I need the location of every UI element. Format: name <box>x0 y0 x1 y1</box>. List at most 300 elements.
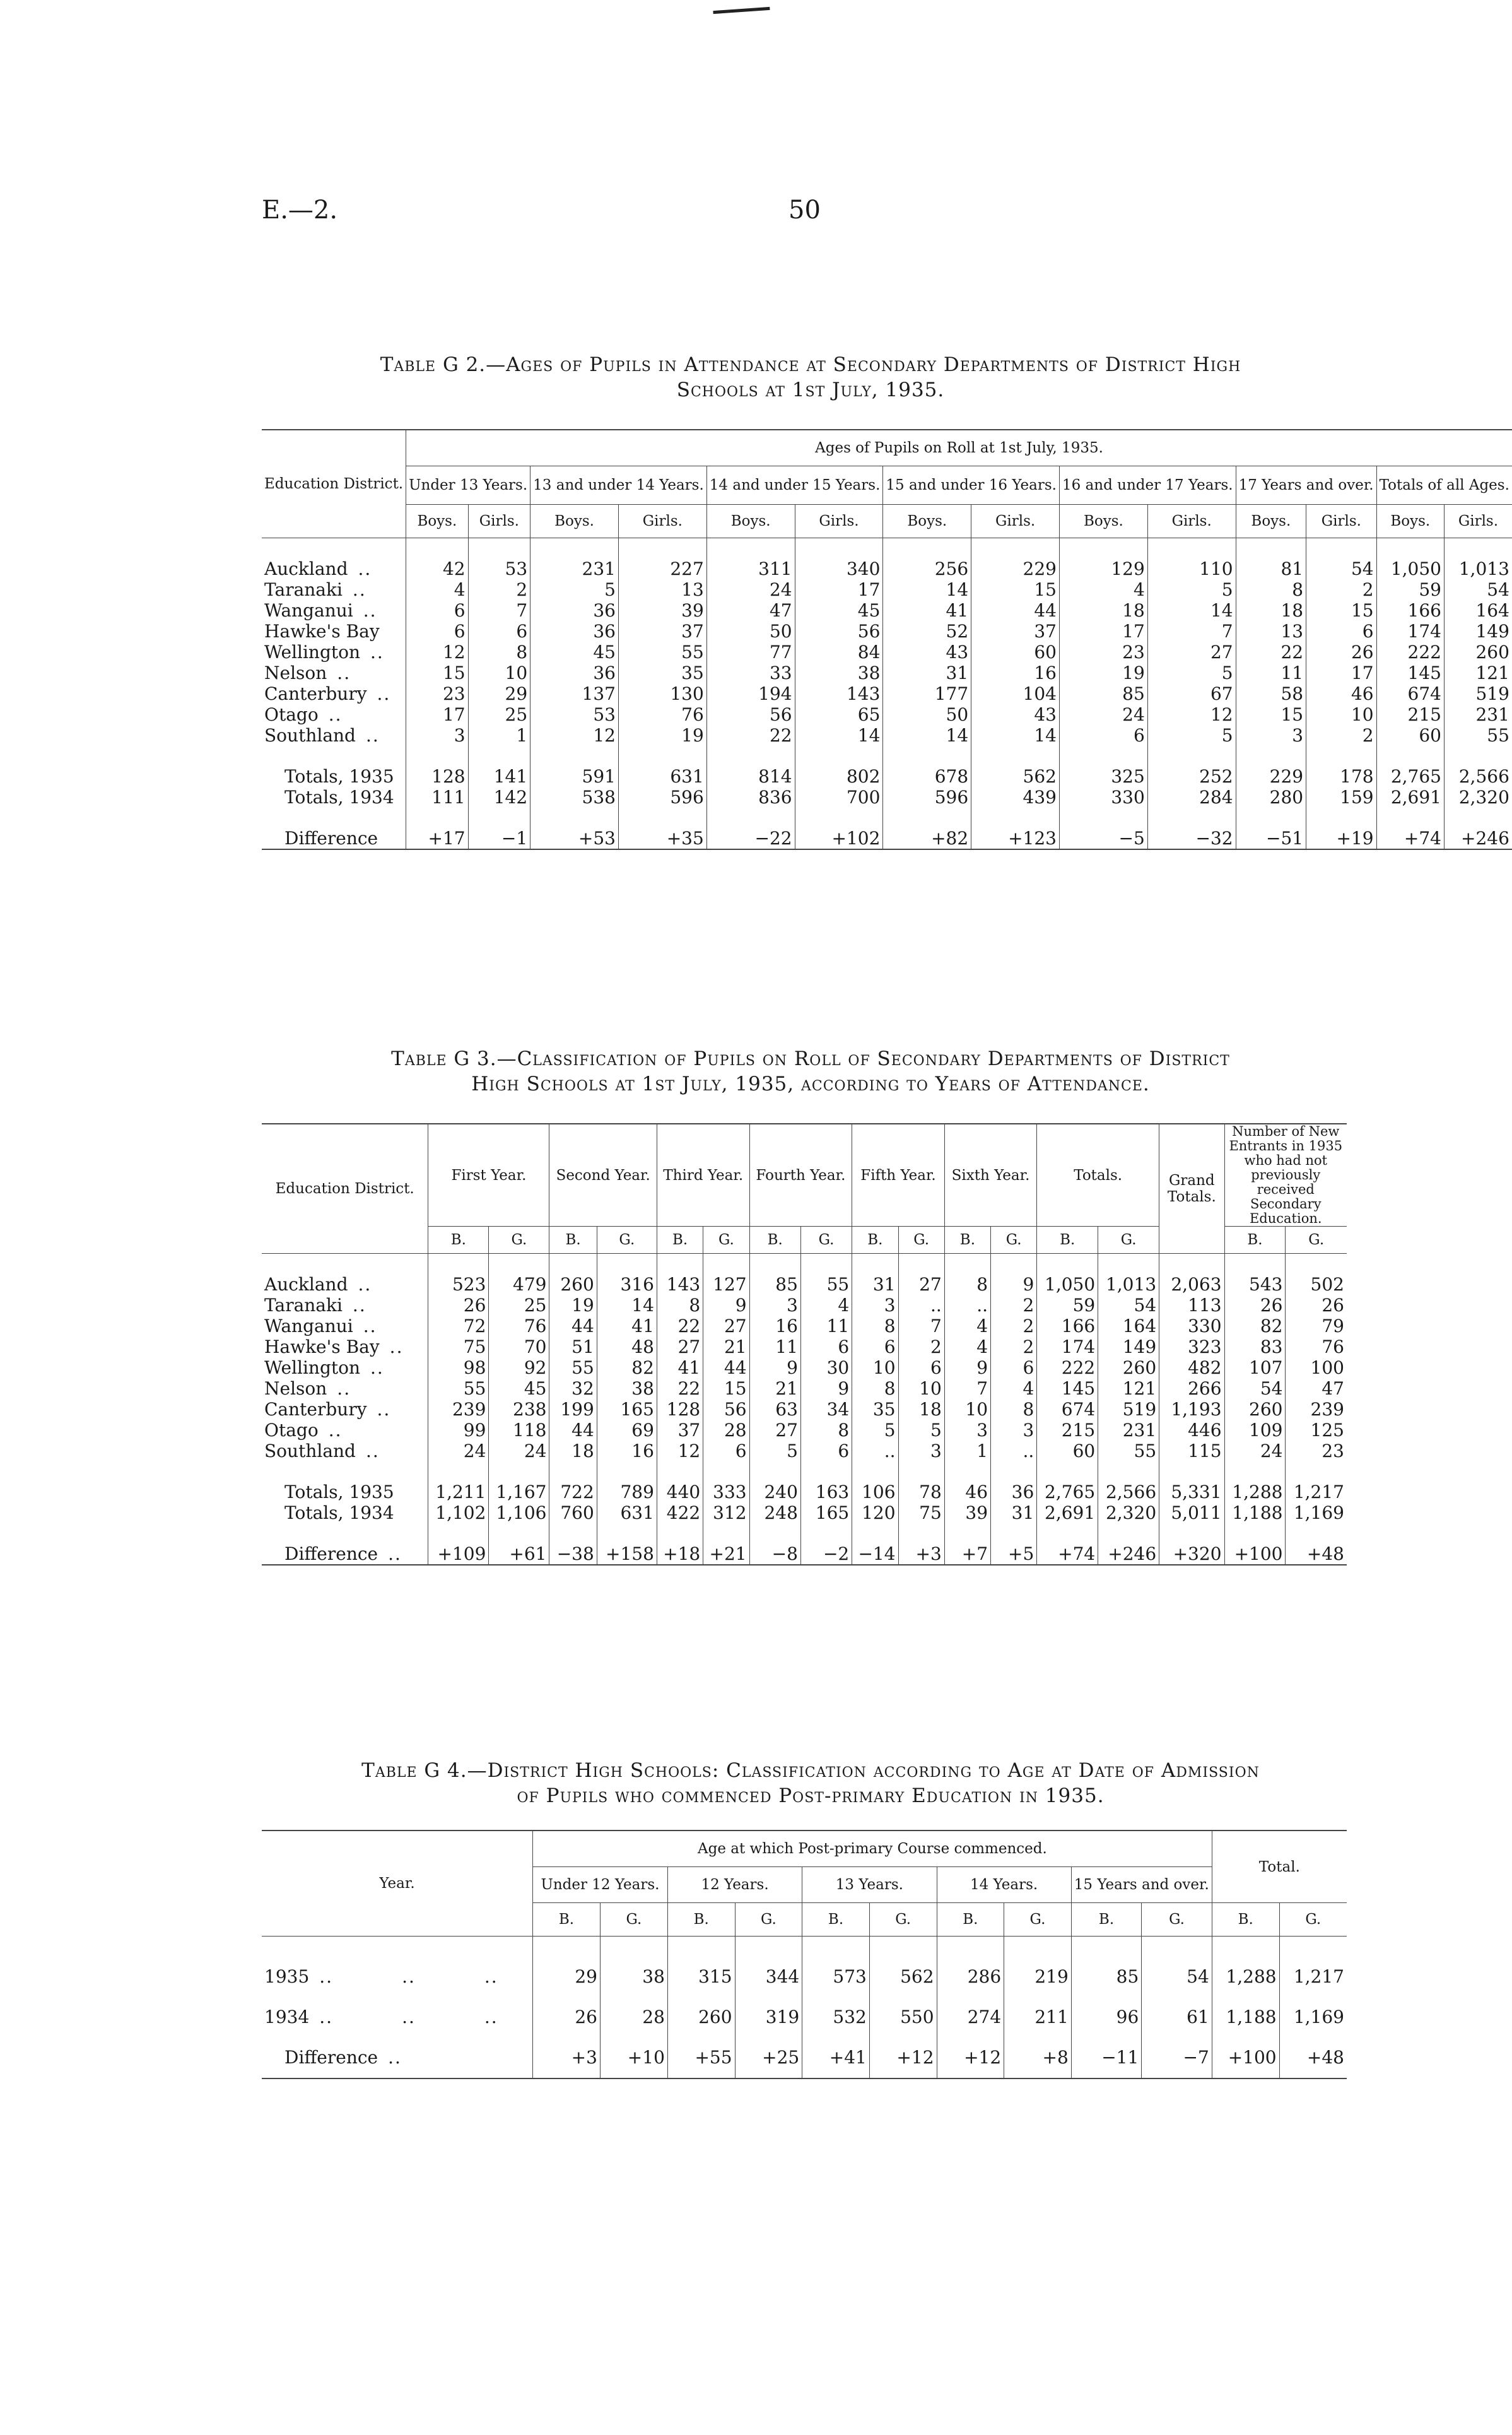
g3-cell: 36 <box>991 1482 1037 1502</box>
g4-cell: 38 <box>600 1957 667 1997</box>
g4-cell: −7 <box>1142 2037 1212 2078</box>
g3-cell: 63 <box>749 1399 800 1420</box>
page-number: 50 <box>788 196 821 225</box>
g3-cell: 479 <box>489 1274 549 1295</box>
g4-group-header: Under 12 Years. <box>533 1867 668 1903</box>
g2-cell: 50 <box>706 621 795 642</box>
g3-cell: 248 <box>749 1502 800 1523</box>
g2-row-label <box>262 579 406 600</box>
g3-cell: −38 <box>549 1543 597 1565</box>
g3-cell: 38 <box>597 1378 657 1399</box>
g3-cell: 502 <box>1286 1274 1347 1295</box>
g3-cell: 127 <box>703 1274 749 1295</box>
g2-cell: 33 <box>706 663 795 683</box>
g3-row <box>262 1336 1347 1357</box>
g3-cell: 1,102 <box>428 1502 489 1523</box>
g4-cell: 562 <box>869 1957 937 1997</box>
g3-cell: 722 <box>549 1482 597 1502</box>
spacer-row <box>262 746 1512 766</box>
g3-district-name: Difference <box>284 1543 378 1564</box>
g4-group-header: 13 Years. <box>802 1867 937 1903</box>
g2-cell: 2,566 <box>1445 766 1512 787</box>
g4-cell: +100 <box>1212 2037 1279 2078</box>
g2-cell: 174 <box>1376 621 1444 642</box>
g2-cell: 11 <box>1236 663 1306 683</box>
g3-cell: 45 <box>489 1378 549 1399</box>
g3-title <box>262 1046 1359 1097</box>
g2-cell: 3 <box>1236 725 1306 746</box>
g2-cell: 17 <box>1306 663 1377 683</box>
g3-cell: 1,193 <box>1159 1399 1224 1420</box>
g3-cell: 98 <box>428 1357 489 1378</box>
g3-cell: 125 <box>1286 1420 1347 1441</box>
g3-leader-dots: .. <box>370 1357 384 1378</box>
g3-cell: 24 <box>428 1441 489 1461</box>
g2-row-label <box>262 663 406 683</box>
g3-cell: 23 <box>1286 1441 1347 1461</box>
g2-cell: 14 <box>971 725 1060 746</box>
g3-cell: 2 <box>991 1295 1037 1316</box>
g4-subheader: G. <box>1004 1903 1072 1937</box>
g3-leader-dots: .. <box>337 1378 351 1399</box>
g4-cell: +41 <box>802 2037 870 2078</box>
g4-cell: 29 <box>533 1957 601 1997</box>
g3-cell: 3 <box>749 1295 800 1316</box>
g3-subheader: B. <box>944 1227 990 1254</box>
spacer-row <box>262 1254 1347 1275</box>
g3-cell: +320 <box>1159 1543 1224 1565</box>
g3-cell: 2,691 <box>1037 1502 1098 1523</box>
g3-cell: 760 <box>549 1502 597 1523</box>
g2-subheader: Girls. <box>795 505 883 538</box>
g4-district-name: 1934 <box>264 2007 310 2027</box>
g2-cell: 8 <box>1236 579 1306 600</box>
g2-cell: +19 <box>1306 828 1377 849</box>
g3-cell: 34 <box>800 1399 852 1420</box>
g2-cell: 25 <box>468 704 530 725</box>
g3-new-entrants-header: Number of New Entrants in 1935 who had not previously received Secondary Education. <box>1224 1124 1347 1227</box>
g2-row <box>262 725 1512 746</box>
g2-cell: 5 <box>1147 663 1236 683</box>
g3-cell: +5 <box>991 1543 1037 1565</box>
g3-leader-dots: .. <box>358 1274 372 1295</box>
g4-cell: 211 <box>1004 1997 1072 2037</box>
g3-subheader: B. <box>1037 1227 1098 1254</box>
g2-row-label <box>262 828 406 849</box>
g2-cell: 7 <box>1147 621 1236 642</box>
g3-cell: 174 <box>1037 1336 1098 1357</box>
g3-cell: 4 <box>800 1295 852 1316</box>
g2-cell: 17 <box>1060 621 1148 642</box>
g2-group-header: 15 and under 16 Years. <box>883 466 1060 505</box>
spacer-row <box>262 1461 1347 1482</box>
g2-cell: 27 <box>1147 642 1236 663</box>
g3-group-header: First Year. <box>428 1124 549 1227</box>
g3-cell: 51 <box>549 1336 597 1357</box>
g2-row <box>262 683 1512 704</box>
g2-district-name: Totals, 1935 <box>284 766 394 787</box>
g2-cell: 22 <box>706 725 795 746</box>
g4-row-label <box>262 1957 533 1997</box>
g2-cell: +123 <box>971 828 1060 849</box>
g2-cell: 46 <box>1306 683 1377 704</box>
g3-cell: 69 <box>597 1420 657 1441</box>
g3-cell: 2,566 <box>1098 1482 1159 1502</box>
g2-cell: 439 <box>971 787 1060 808</box>
g3-cell: 1,050 <box>1037 1274 1098 1295</box>
g2-cell: 14 <box>883 725 971 746</box>
g2-cell: 45 <box>795 600 883 621</box>
g3-cell: 109 <box>1224 1420 1286 1441</box>
g2-cell: 159 <box>1306 787 1377 808</box>
g3-cell: 21 <box>703 1336 749 1357</box>
g3-district-name: Southland <box>264 1441 356 1461</box>
g2-cell: 13 <box>618 579 706 600</box>
g3-subheader: B. <box>1224 1227 1286 1254</box>
g4-cell: 319 <box>735 1997 802 2037</box>
spacer-row <box>262 1937 1347 1957</box>
g3-cell: 1 <box>944 1441 990 1461</box>
g3-cell: 59 <box>1037 1295 1098 1316</box>
g2-cell: 14 <box>795 725 883 746</box>
g3-cell: 26 <box>1286 1295 1347 1316</box>
g2-cell: 81 <box>1236 558 1306 579</box>
g3-cell: 333 <box>703 1482 749 1502</box>
g3-cell: 165 <box>597 1399 657 1420</box>
g2-cell: 700 <box>795 787 883 808</box>
g2-cell: 36 <box>530 621 619 642</box>
g3-subheader: B. <box>428 1227 489 1254</box>
g3-row <box>262 1295 1347 1316</box>
g3-district-name: Otago <box>264 1420 319 1441</box>
g2-subheader: Girls. <box>1445 505 1512 538</box>
g2-cell: 35 <box>618 663 706 683</box>
g3-cell: 44 <box>549 1316 597 1336</box>
g4-cell: +48 <box>1279 2037 1347 2078</box>
g2-cell: 8 <box>468 642 530 663</box>
g2-cell: 65 <box>795 704 883 725</box>
g2-cell: 23 <box>406 683 468 704</box>
g3-subheader: G. <box>800 1227 852 1254</box>
g3-subheader: G. <box>898 1227 944 1254</box>
g3-grand-header: Grand Totals. <box>1159 1124 1224 1254</box>
g2-cell: 5 <box>1147 579 1236 600</box>
g3-cell: .. <box>991 1441 1037 1461</box>
g3-cell: 2,063 <box>1159 1274 1224 1295</box>
g2-cell: 59 <box>1376 579 1444 600</box>
g2-cell: 143 <box>795 683 883 704</box>
g2-cell: 252 <box>1147 766 1236 787</box>
g3-cell: 1,188 <box>1224 1502 1286 1523</box>
g3-row <box>262 1357 1347 1378</box>
g3-cell: 222 <box>1037 1357 1098 1378</box>
g2-district-name: Auckland <box>264 558 348 579</box>
g2-district-name: Nelson <box>264 663 327 683</box>
g3-cell: 55 <box>800 1274 852 1295</box>
g4-group-header: 14 Years. <box>937 1867 1071 1903</box>
g2-group-header: 13 and under 14 Years. <box>530 466 707 505</box>
g2-cell: 44 <box>971 600 1060 621</box>
scan-mark <box>712 0 770 14</box>
g2-cell: 256 <box>883 558 971 579</box>
g4-cell: 550 <box>869 1997 937 2037</box>
g2-cell: 538 <box>530 787 619 808</box>
g3-leader-dots: .. <box>389 1336 404 1357</box>
g2-subheader: Girls. <box>468 505 530 538</box>
g3-cell: 85 <box>749 1274 800 1295</box>
g2-cell: 596 <box>618 787 706 808</box>
g4-row-label <box>262 2037 533 2078</box>
g2-cell: 39 <box>618 600 706 621</box>
g4-cell: 61 <box>1142 1997 1212 2037</box>
g4-cell: 1,288 <box>1212 1957 1279 1997</box>
g4-subheader: B. <box>533 1903 601 1937</box>
g3-cell: .. <box>944 1295 990 1316</box>
g3-cell: 70 <box>489 1336 549 1357</box>
g3-cell: 55 <box>428 1378 489 1399</box>
g4-group-header: 12 Years. <box>667 1867 802 1903</box>
g3-cell: 92 <box>489 1357 549 1378</box>
g2-cell: 10 <box>1306 704 1377 725</box>
g3-cell: 323 <box>1159 1336 1224 1357</box>
g3-subheader: B. <box>852 1227 898 1254</box>
g2-row <box>262 600 1512 621</box>
g2-cell: −32 <box>1147 828 1236 849</box>
g2-leader-dots: .. <box>377 683 391 704</box>
g3-cell: 440 <box>657 1482 703 1502</box>
g3-cell: 8 <box>852 1316 898 1336</box>
g3-row-label <box>262 1399 428 1420</box>
g2-district-name: Wanganui <box>264 600 353 621</box>
g3-cell: 789 <box>597 1482 657 1502</box>
spacer-row <box>262 538 1512 559</box>
g2-row <box>262 642 1512 663</box>
g3-cell: −2 <box>800 1543 852 1565</box>
g3-cell: .. <box>852 1441 898 1461</box>
g2-cell: 24 <box>1060 704 1148 725</box>
g3-cell: 75 <box>428 1336 489 1357</box>
g4-cell: +55 <box>667 2037 735 2078</box>
g2-cell: 280 <box>1236 787 1306 808</box>
g3-cell: +100 <box>1224 1543 1286 1565</box>
g3-cell: 25 <box>489 1295 549 1316</box>
g2-cell: 231 <box>530 558 619 579</box>
g4-subheader: G. <box>735 1903 802 1937</box>
g3-cell: 41 <box>657 1357 703 1378</box>
g2-cell: 18 <box>1236 600 1306 621</box>
g4-cell: +25 <box>735 2037 802 2078</box>
g3-cell: 44 <box>549 1420 597 1441</box>
g2-cell: 56 <box>706 704 795 725</box>
g3-cell: 149 <box>1098 1336 1159 1357</box>
g2-cell: −1 <box>468 828 530 849</box>
g3-cell: 312 <box>703 1502 749 1523</box>
g3-group-header: Second Year. <box>549 1124 657 1227</box>
g2-subheader: Girls. <box>1147 505 1236 538</box>
g2-cell: 37 <box>618 621 706 642</box>
g3-cell: 100 <box>1286 1357 1347 1378</box>
g2-row <box>262 828 1512 849</box>
g4-cell: 1,169 <box>1279 1997 1347 2037</box>
g2-subheader: Girls. <box>618 505 706 538</box>
g4-row <box>262 2037 1347 2078</box>
g3-cell: 8 <box>991 1399 1037 1420</box>
g3-cell: 99 <box>428 1420 489 1441</box>
g3-district-name: Totals, 1935 <box>284 1482 394 1502</box>
g2-cell: 3 <box>406 725 468 746</box>
g3-cell: 3 <box>991 1420 1037 1441</box>
g2-cell: 142 <box>468 787 530 808</box>
g3-cell: 24 <box>1224 1441 1286 1461</box>
g3-leader-dots: .. <box>352 1295 366 1316</box>
g2-cell: 260 <box>1445 642 1512 663</box>
g3-group-header: Fourth Year. <box>749 1124 852 1227</box>
g2-cell: 674 <box>1376 683 1444 704</box>
g2-cell: 37 <box>971 621 1060 642</box>
g2-cell: 104 <box>971 683 1060 704</box>
g2-cell: 19 <box>1060 663 1148 683</box>
g2-cell: 111 <box>406 787 468 808</box>
g2-cell: 13 <box>1236 621 1306 642</box>
g3-cell: 72 <box>428 1316 489 1336</box>
g2-cell: 311 <box>706 558 795 579</box>
g2-cell: 1,013 <box>1445 558 1512 579</box>
g2-cell: 19 <box>618 725 706 746</box>
spacer-row <box>262 808 1512 828</box>
g3-cell: 4 <box>944 1316 990 1336</box>
g3-cell: 1,106 <box>489 1502 549 1523</box>
g3-cell: 6 <box>703 1441 749 1461</box>
g2-cell: 519 <box>1445 683 1512 704</box>
g3-group-header: Totals. <box>1037 1124 1159 1227</box>
g3-cell: +74 <box>1037 1543 1098 1565</box>
g2-cell: 15 <box>1236 704 1306 725</box>
g2-group-header: Under 13 Years. <box>406 466 530 505</box>
g3-cell: +158 <box>597 1543 657 1565</box>
g3-cell: +61 <box>489 1543 549 1565</box>
g3-cell: 22 <box>657 1378 703 1399</box>
g2-row <box>262 663 1512 683</box>
g2-cell: 2 <box>468 579 530 600</box>
g4-cell: 96 <box>1071 1997 1142 2037</box>
g3-cell: +21 <box>703 1543 749 1565</box>
g3-cell: 82 <box>1224 1316 1286 1336</box>
g2-subheader: Girls. <box>971 505 1060 538</box>
g3-cell: 422 <box>657 1502 703 1523</box>
g3-cell: 6 <box>800 1336 852 1357</box>
g3-cell: 27 <box>657 1336 703 1357</box>
g3-cell: 21 <box>749 1378 800 1399</box>
g3-district-name: Totals, 1934 <box>284 1502 394 1523</box>
g3-cell: 4 <box>991 1378 1037 1399</box>
g2-cell: 137 <box>530 683 619 704</box>
g2-cell: 43 <box>971 704 1060 725</box>
g2-cell: 678 <box>883 766 971 787</box>
g4-district-name: Difference <box>284 2047 378 2068</box>
g3-row-label <box>262 1502 428 1523</box>
g2-cell: 130 <box>618 683 706 704</box>
g3-subheader: G. <box>597 1227 657 1254</box>
g2-cell: 164 <box>1445 600 1512 621</box>
g3-cell: 30 <box>800 1357 852 1378</box>
g2-cell: 6 <box>406 600 468 621</box>
g2-cell: 60 <box>971 642 1060 663</box>
g3-cell: 5 <box>749 1441 800 1461</box>
g2-leader-dots: .. <box>370 642 384 663</box>
g2-cell: 215 <box>1376 704 1444 725</box>
g3-leader-dots: .. <box>377 1399 391 1420</box>
g3-district-name: Taranaki <box>264 1295 343 1316</box>
g3-title-line1: Table G 3.—Classification of Pupils on Roll of Secondary Departments of District <box>391 1047 1230 1070</box>
g3-cell: 5 <box>898 1420 944 1441</box>
g2-group-header: 14 and under 15 Years. <box>706 466 883 505</box>
g3-row-label <box>262 1295 428 1316</box>
g3-cell: 543 <box>1224 1274 1286 1295</box>
g3-district-name: Canterbury <box>264 1399 367 1420</box>
g3-cell: 22 <box>657 1316 703 1336</box>
g2-subheader: Boys. <box>706 505 795 538</box>
g3-row-label <box>262 1336 428 1357</box>
g2-cell: 562 <box>971 766 1060 787</box>
g2-cell: 53 <box>530 704 619 725</box>
g3-subheader: G. <box>489 1227 549 1254</box>
g3-cell: 2 <box>991 1336 1037 1357</box>
g4-leader-dots: .. .. .. <box>319 2007 498 2027</box>
g2-subheader: Boys. <box>406 505 468 538</box>
g3-cell: 39 <box>944 1502 990 1523</box>
g2-cell: 16 <box>971 663 1060 683</box>
g4-cell: 532 <box>802 1997 870 2037</box>
g4-row <box>262 1957 1347 1997</box>
g2-leader-dots: .. <box>352 579 366 600</box>
g3-cell: 47 <box>1286 1378 1347 1399</box>
g2-cell: 15 <box>971 579 1060 600</box>
g3-cell: 56 <box>703 1399 749 1420</box>
g2-district-name: Southland <box>264 725 356 746</box>
g3-row <box>262 1441 1347 1461</box>
g2-row-label <box>262 725 406 746</box>
g2-cell: 31 <box>883 663 971 683</box>
g4-cell: 573 <box>802 1957 870 1997</box>
g3-cell: 76 <box>1286 1336 1347 1357</box>
g4-cell: 26 <box>533 1997 601 2037</box>
g2-cell: +17 <box>406 828 468 849</box>
g3-cell: 260 <box>1098 1357 1159 1378</box>
g3-cell: 6 <box>800 1441 852 1461</box>
g3-cell: 2 <box>991 1316 1037 1336</box>
g3-row <box>262 1316 1347 1336</box>
g3-row-label <box>262 1441 428 1461</box>
g3-cell: 3 <box>852 1295 898 1316</box>
g2-cell: 6 <box>1060 725 1148 746</box>
g3-row-label <box>262 1482 428 1502</box>
g2-cell: 6 <box>406 621 468 642</box>
g2-group-header: Totals of all Ages. <box>1376 466 1512 505</box>
g2-district-header: Education District. <box>262 430 406 538</box>
g3-cell: 60 <box>1037 1441 1098 1461</box>
g3-cell: 55 <box>549 1357 597 1378</box>
g2-cell: +35 <box>618 828 706 849</box>
g3-subheader: G. <box>1098 1227 1159 1254</box>
g2-cell: +82 <box>883 828 971 849</box>
g3-subheader: G. <box>703 1227 749 1254</box>
g2-leader-dots: .. <box>358 558 372 579</box>
g2-cell: 591 <box>530 766 619 787</box>
g2-cell: 29 <box>468 683 530 704</box>
g3-row-label <box>262 1357 428 1378</box>
g3-cell: 27 <box>898 1274 944 1295</box>
g3-cell: 16 <box>749 1316 800 1336</box>
